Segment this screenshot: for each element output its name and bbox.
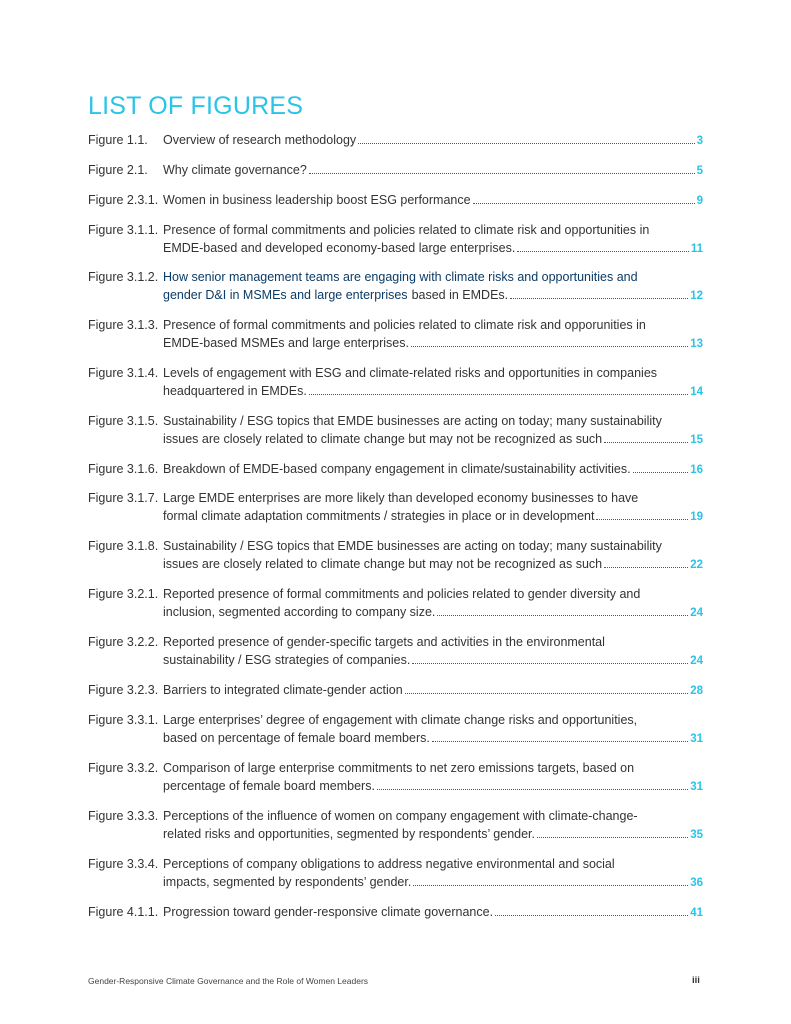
figure-title-line: formal climate adaptation commitments / strategies in place or in development [163,509,595,523]
figure-number: Figure 3.3.3. [88,809,159,823]
dot-leader [432,741,688,742]
dot-leader [358,143,694,144]
figure-title-line: issues are closely related to climate change but may not be recognized as such [163,557,603,571]
figure-title-line: Reported presence of gender-specific targets and activities in the environmental [163,635,605,649]
figure-title-line: issues are closely related to climate change but may not be recognized as such [163,432,603,446]
figure-title-line: gender D&I in MSMEs and large enterprises [163,288,408,302]
figure-title-line: Reported presence of formal commitments and policies related to gender diversity and [163,587,641,601]
figure-number: Figure 2.3.1. [88,193,159,207]
figure-title-line: Large EMDE enterprises are more likely than developed economy businesses to have [163,491,639,505]
figure-page-number[interactable]: 19 [690,511,703,523]
figure-number: Figure 4.1.1. [88,905,159,919]
figure-title-line: sustainability / ESG strategies of companies. [163,653,411,667]
dot-leader [495,915,688,916]
figure-title-line: Overview of research methodology [163,133,357,147]
figure-title-line: Breakdown of EMDE-based company engagement in climate/sustainability activities. [163,462,631,476]
figure-page-number[interactable]: 9 [696,195,703,207]
figure-number: Figure 3.2.3. [88,683,159,697]
figure-title-line: Sustainability / ESG topics that EMDE businesses are acting on today; many sustainability [163,414,662,428]
figure-title-line: Women in business leadership boost ESG performance [163,193,471,207]
figure-number: Figure 3.3.1. [88,713,159,727]
figure-page-number[interactable]: 3 [696,135,703,147]
dot-leader [473,203,695,204]
figure-number: Figure 3.2.2. [88,635,159,649]
figure-number: Figure 3.1.7. [88,491,159,505]
figure-title-line: Sustainability / ESG topics that EMDE businesses are acting on today; many sustainability [163,539,662,553]
figure-number: Figure 3.1.8. [88,539,159,553]
footer-title: Gender-Responsive Climate Governance and the Role of Women Leaders [88,976,369,986]
figure-title-tail: based in EMDEs. [411,288,509,302]
dot-leader [537,837,688,838]
figure-title-line: Presence of formal commitments and policies related to climate risk and opportunities in [163,223,650,237]
figure-page-number[interactable]: 13 [690,338,703,350]
figure-number: Figure 1.1. [88,133,148,147]
figure-title-line: How senior management teams are engaging with climate risks and opportunities and [163,270,638,284]
dot-leader [309,173,695,174]
figure-title-line: based on percentage of female board members. [163,731,430,745]
dot-leader [412,663,688,664]
figure-title-line: Large enterprises’ degree of engagement with climate change risks and opportunities, [163,713,638,727]
figure-title-line: inclusion, segmented according to company size. [163,605,436,619]
dot-leader [517,251,689,252]
dot-leader [405,693,688,694]
figure-page-number[interactable]: 36 [690,877,703,889]
figure-title-line: headquartered in EMDEs. [163,384,307,398]
figure-title-line: Perceptions of company obligations to address negative environmental and social [163,857,615,871]
figure-number: Figure 3.1.5. [88,414,159,428]
dot-leader [604,567,688,568]
figure-page-number[interactable]: 31 [690,781,703,793]
figure-number: Figure 3.1.3. [88,318,159,332]
figure-number: Figure 3.2.1. [88,587,159,601]
figure-title-line: percentage of female board members. [163,779,375,793]
figure-number: Figure 3.3.2. [88,761,159,775]
figure-title-line: Presence of formal commitments and policies related to climate risk and opporunities in [163,318,646,332]
footer-page-number: iii [692,975,700,986]
figure-page-number[interactable]: 24 [690,655,703,667]
dot-leader [377,789,688,790]
figure-page-number[interactable]: 35 [690,829,703,841]
dot-leader [633,472,689,473]
figure-number: Figure 2.1. [88,163,148,177]
figure-number: Figure 3.1.2. [88,270,159,284]
figure-page-number[interactable]: 28 [690,685,703,697]
figure-title-line: Progression toward gender-responsive climate governance. [163,905,494,919]
figure-title-line: Barriers to integrated climate-gender action [163,683,403,697]
figure-page-number[interactable]: 5 [696,165,703,177]
figure-page-number[interactable]: 12 [690,290,703,302]
figure-number: Figure 3.1.6. [88,462,159,476]
figure-page-number[interactable]: 15 [690,434,703,446]
figure-page-number[interactable]: 31 [690,733,703,745]
dot-leader [413,885,688,886]
figure-title-line: EMDE-based MSMEs and large enterprises. [163,336,409,350]
dot-leader [596,519,688,520]
figure-page-number[interactable]: 14 [690,386,703,398]
dot-leader [604,442,688,443]
figure-title-line: Comparison of large enterprise commitments to net zero emissions targets, based on [163,761,635,775]
figure-title-line: Levels of engagement with ESG and climate-related risks and opportunities in companies [163,366,658,380]
figure-title-line: Perceptions of the influence of women on company engagement with climate-change- [163,809,638,823]
figure-page-number[interactable]: 24 [690,607,703,619]
page-title: LIST OF FIGURES [88,92,304,120]
figure-title-line: impacts, segmented by respondents’ gender. [163,875,412,889]
figure-title-line: EMDE-based and developed economy-based large enterprises. [163,241,516,255]
figure-number: Figure 3.3.4. [88,857,159,871]
figure-title-line: Why climate governance? [163,163,307,177]
figure-page-number[interactable]: 16 [690,464,703,476]
dot-leader [309,394,688,395]
figure-page-number[interactable]: 11 [690,243,703,255]
dot-leader [510,298,688,299]
dot-leader [411,346,688,347]
figure-page-number[interactable]: 22 [690,559,703,571]
dot-leader [437,615,688,616]
figure-number: Figure 3.1.4. [88,366,159,380]
figure-number: Figure 3.1.1. [88,223,159,237]
figure-title-line: related risks and opportunities, segmented by respondents’ gender. [163,827,535,841]
figure-page-number[interactable]: 41 [690,907,703,919]
